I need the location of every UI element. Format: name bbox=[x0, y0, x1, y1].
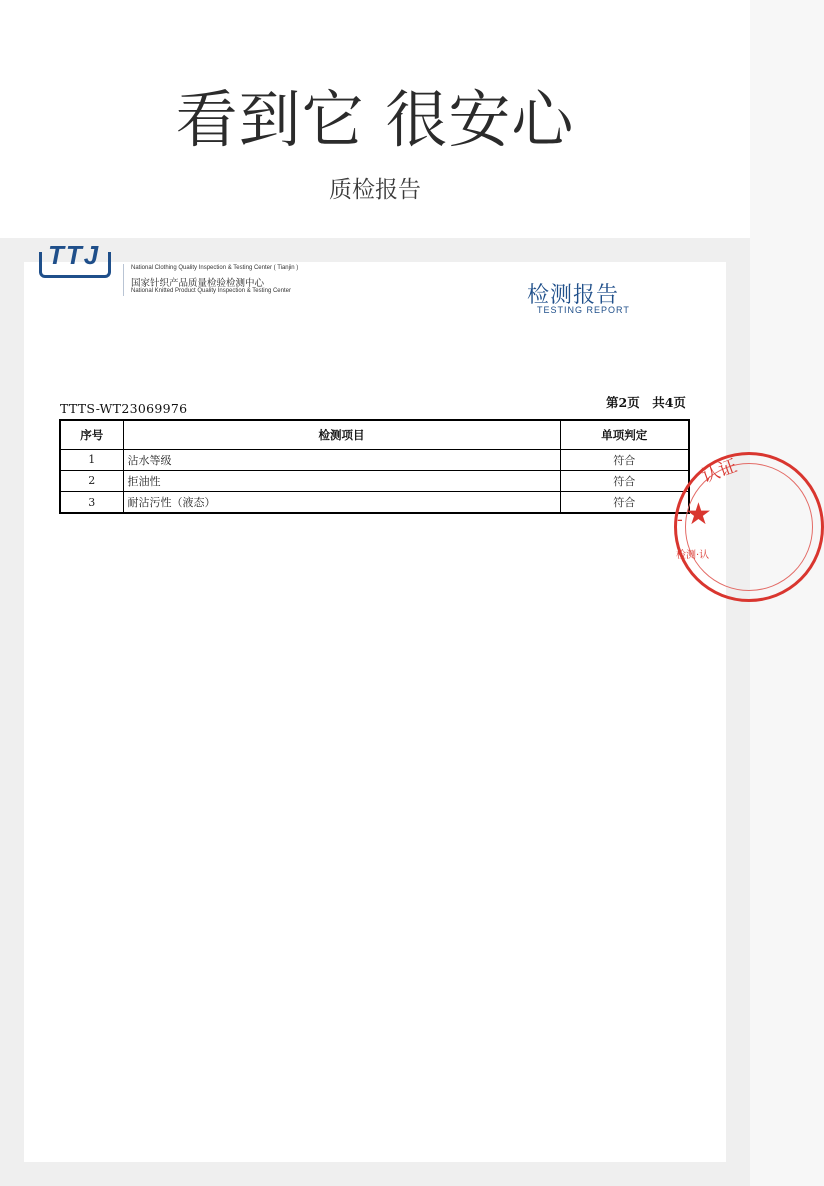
seal-top-text: 认证 bbox=[699, 455, 741, 488]
org-name-cn: 国家针织产品质量检验检测中心 bbox=[131, 278, 265, 289]
table-row bbox=[60, 492, 689, 513]
row-number: 2 bbox=[60, 470, 123, 491]
page-info: 第2页 共4页 bbox=[606, 395, 686, 410]
col-header-verdict: 单项判定 bbox=[560, 420, 689, 449]
logo-divider bbox=[123, 264, 124, 296]
seal-side-text: - bbox=[677, 510, 683, 529]
header-banner bbox=[0, 0, 750, 238]
seal-bottom-text: 检测·认 bbox=[676, 550, 710, 561]
row-item: 耐沾污性（液态） bbox=[123, 492, 560, 513]
subheading: 质检报告 bbox=[329, 177, 421, 203]
report-number: TTTS-WT23069976 bbox=[60, 401, 188, 416]
row-item: 拒油性 bbox=[123, 470, 560, 491]
headline: 看到它 很安心 bbox=[175, 83, 575, 156]
star-icon: ★ bbox=[685, 497, 712, 532]
test-items-table bbox=[59, 419, 690, 514]
logo-lettering: TTJ bbox=[48, 240, 101, 270]
report-title-en: TESTING REPORT bbox=[537, 305, 630, 315]
table-row bbox=[60, 449, 689, 470]
row-verdict: 符合 bbox=[560, 449, 689, 470]
official-seal bbox=[674, 452, 824, 602]
table-header-row bbox=[60, 420, 689, 449]
row-verdict: 符合 bbox=[560, 492, 689, 513]
org-name-en-top: National Clothing Quality Inspection & Testing Center ( Tianjin ) bbox=[131, 265, 299, 271]
report-title-cn: 检测报告 bbox=[527, 283, 620, 308]
table-row bbox=[60, 470, 689, 491]
row-verdict: 符合 bbox=[560, 470, 689, 491]
org-name-en-bottom: National Knitted Product Quality Inspection & Testing Center bbox=[131, 288, 291, 294]
report-page bbox=[24, 240, 741, 1162]
row-item: 沾水等级 bbox=[123, 449, 560, 470]
col-header-item: 检测项目 bbox=[123, 420, 560, 449]
org-logo bbox=[39, 240, 111, 278]
row-number: 1 bbox=[60, 449, 123, 470]
row-number: 3 bbox=[60, 492, 123, 513]
col-header-number: 序号 bbox=[60, 420, 123, 449]
